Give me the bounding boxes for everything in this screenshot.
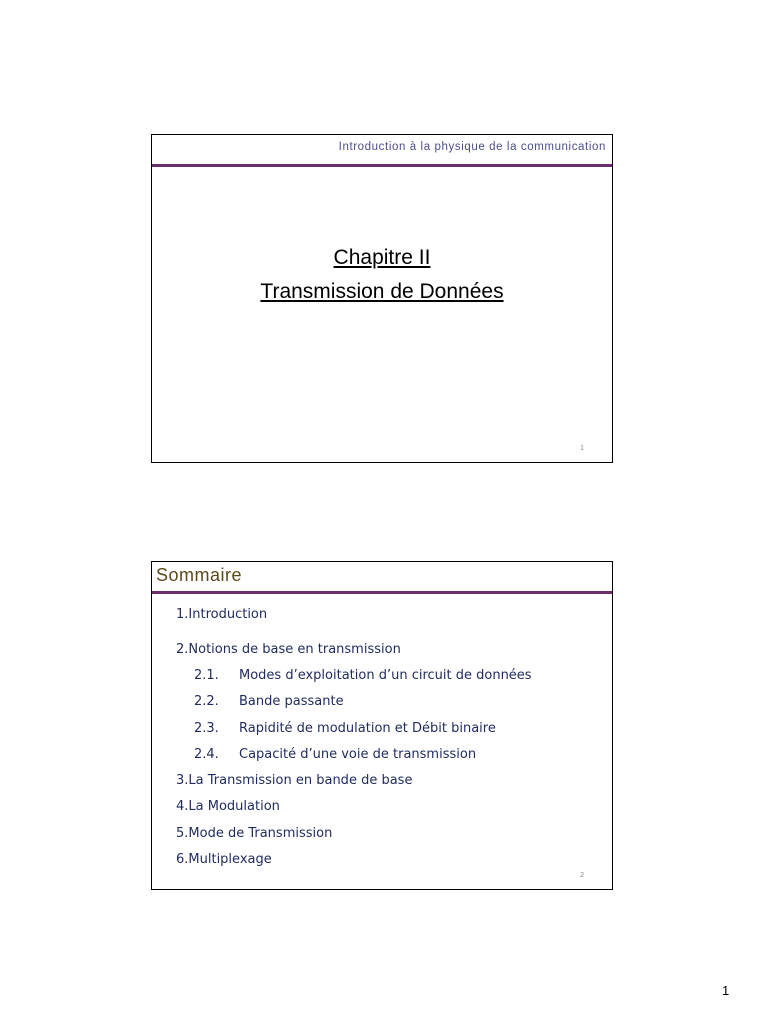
toc-number: 2.1.	[194, 668, 219, 683]
slide-2-header	[152, 562, 612, 594]
toc-text: Notions de base en transmission	[188, 642, 401, 657]
toc-subitem	[194, 747, 476, 762]
course-title: Introduction à la physique de la communication	[338, 141, 606, 153]
page-number: 1	[722, 983, 730, 998]
toc-text: La Modulation	[188, 799, 280, 814]
toc-subitem	[194, 694, 344, 709]
toc-number: 2.3.	[194, 721, 219, 736]
slide-1	[151, 134, 613, 463]
toc-text: Modes d’exploitation d’un circuit de données	[239, 668, 532, 683]
toc-item	[176, 852, 272, 867]
toc-number: 4.	[176, 799, 189, 814]
summary-title: Sommaire	[156, 565, 243, 585]
toc-item	[176, 826, 332, 841]
toc-item	[176, 773, 412, 788]
toc-number: 6.	[176, 852, 189, 867]
toc-number: 2.2.	[194, 694, 219, 709]
toc-text: La Transmission en bande de base	[188, 773, 413, 788]
toc-text: Bande passante	[239, 694, 344, 709]
toc-subitem	[194, 721, 496, 736]
toc-item	[176, 642, 401, 657]
toc-item	[176, 799, 280, 814]
toc-number: 2.4.	[194, 747, 219, 762]
toc-number: 1.	[176, 607, 189, 622]
toc-subitem	[194, 668, 532, 683]
toc-number: 5.	[176, 826, 189, 841]
toc-number: 3.	[176, 773, 189, 788]
toc-text: Capacité d’une voie de transmission	[239, 747, 477, 762]
slide-1-header	[152, 135, 612, 167]
chapter-title-line-1: Chapitre II	[333, 246, 431, 269]
slide-1-number: 1	[580, 445, 584, 452]
slide-2	[151, 561, 613, 890]
chapter-title-line-2: Transmission de Données	[260, 280, 504, 303]
chapter-title	[152, 241, 612, 309]
toc-number: 2.	[176, 642, 189, 657]
toc-item	[176, 607, 267, 622]
toc-text: Rapidité de modulation et Débit binaire	[239, 721, 496, 736]
toc-text: Mode de Transmission	[188, 826, 333, 841]
slide-2-number: 2	[580, 872, 584, 879]
toc-text: Multiplexage	[188, 852, 272, 867]
toc-text: Introduction	[188, 607, 268, 622]
